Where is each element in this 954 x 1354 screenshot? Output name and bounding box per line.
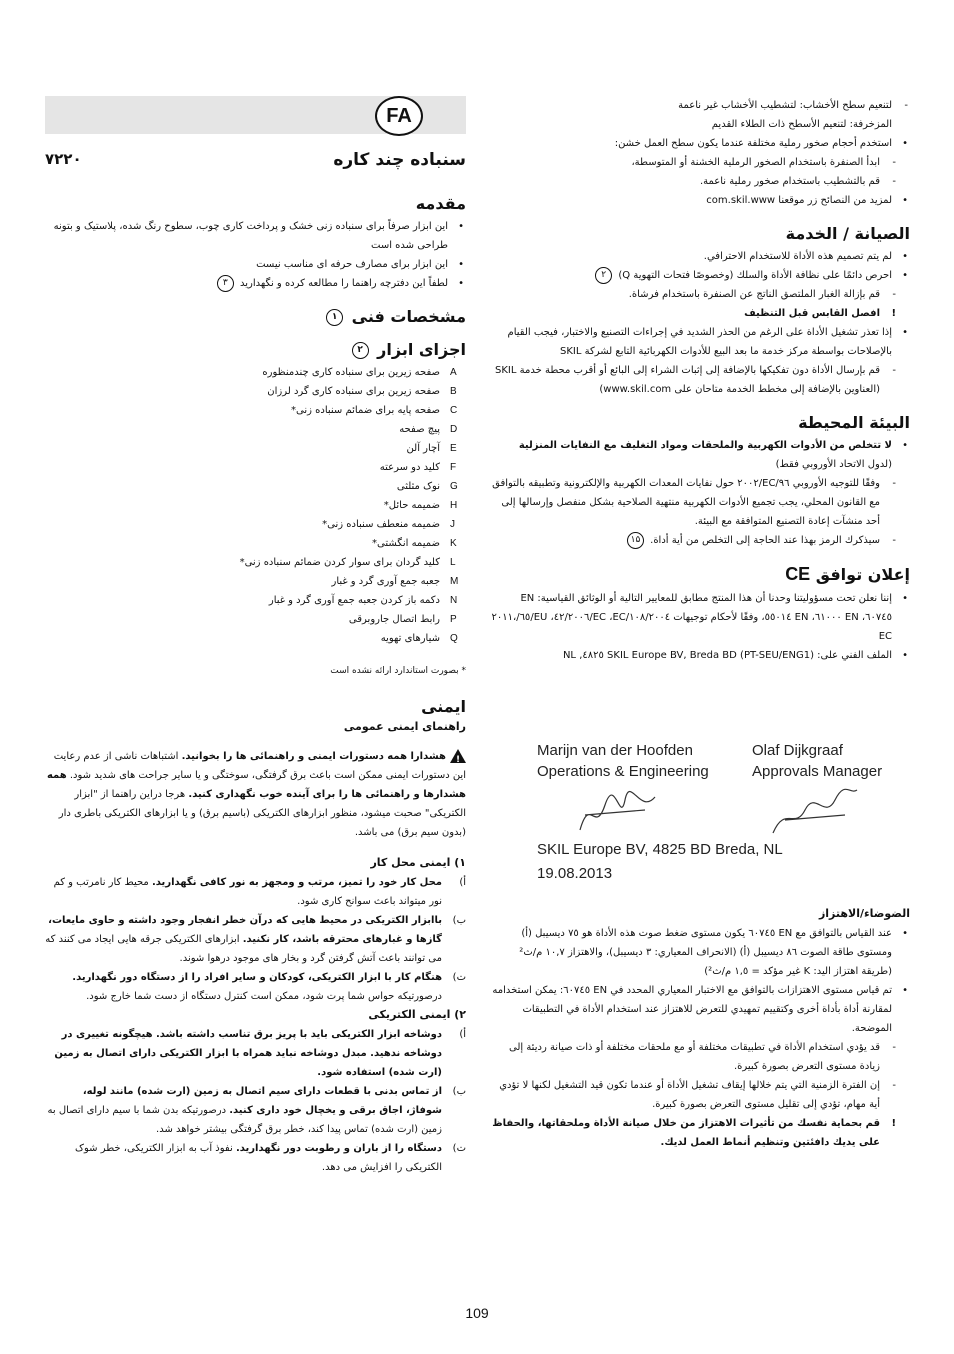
list-item: K ضمیمه انگشتی*	[372, 538, 457, 549]
list-item: P رابط اتصال جاروبرقی	[348, 614, 457, 625]
noise-section	[490, 905, 910, 1152]
list-item: ب) از تماس بدنی با قطعات دارای سیم اتصال به زمین (ارت شده) مانند لوله، شوفاژ، اجاق برقی و یخچال خود داری کنید. درصورتیکه بدن شما با سیم دارای اتصال به زمین (ارت شده) تماس پیدا کند، خطر برق گرفتگی بیشتر خواهد شد.	[47, 1086, 466, 1135]
list-item: D پیچ صفحه	[399, 424, 458, 435]
signature-2	[765, 785, 865, 840]
specs-heading: مشخصات فنی ۱	[45, 307, 466, 326]
list-item: Q شیارهای تهویه	[380, 633, 458, 644]
section-electrical: ۲) ایمنی الکتریکی	[368, 1008, 466, 1021]
list-item: • لا تتخلص من الأدوات الكهربية والملحقات ومواد التغليف مع النفايات المنزلية (لدول الاتحاد الأوروبي فقط)	[518, 440, 908, 470]
warning-icon	[450, 749, 466, 763]
list-item: • إننا نعلن تحت مسؤوليتنا وحدنا أن هذا المنتج مطابق للمعايير التالية أو الوثائق القياسية: EN ٦٠٧٤٥، EN ٦١٠٠٠، EN ٥٥٠١٤، وفقًا لأحكام توجيهات EC/۱۰۸/۲۰۰٤، EC/٤۲/۲۰۰٦، EU/٦٥/۲۰۱۱، EC	[491, 593, 908, 642]
list-item: A صفحه زیرین برای سنباده کاری چندمنظوره	[262, 367, 457, 378]
list-item: • استخدم أحجام صخور رملية مختلفة عندما يكون سطح العمل خشن:	[614, 138, 908, 149]
model-number: ۷۲۲۰	[45, 150, 82, 168]
list-item: أ) محل کار خود را تمیز، مرتب و ومجهز به نور کافی نگهدارید. محیط کار نامرتب و کم نور میتواند باعث سوانح کاری شود.	[53, 877, 466, 907]
intro-item: • لطفاً این دفترچه راهنما را مطالعه کرده و نگهدارید ۳	[45, 274, 466, 293]
parts-footnote: * بصورت استاندارد ارائه نشده است	[330, 666, 466, 676]
list-item: • احرص دائمًا على نظافة الأداة والسلك (وخصوصًا فتحات التهوية Q) ۲	[490, 266, 910, 285]
list-item: F کلید دو سرعته	[379, 462, 457, 473]
title-row	[45, 150, 466, 176]
intro-heading: مقدمه	[415, 194, 466, 213]
signer-role: Operations & Engineering	[537, 763, 709, 780]
signer-name: Marijn van der Hoofden	[537, 742, 693, 759]
ref-circle: ۳	[217, 275, 234, 292]
safety-heading: ایمنی	[421, 697, 466, 716]
company-address: SKIL Europe BV, 4825 BD Breda, NL	[537, 841, 783, 858]
list-item: E آچار آلن	[406, 443, 457, 454]
signer-role: Approvals Manager	[752, 763, 883, 780]
noise-heading: الضوضاء/الاهتزاز	[818, 907, 910, 920]
list-item: • عند القياس بالتوافق مع EN ٦٠٧٤٥ يكون مستوى ضغط صوت هذه الأداة هو ٧٥ ديسيبل (أ) ومستوى طاقة الصوت ٨٦ ديسيبل (أ) (الانحراف المعياري: ٣ ديسيبل)، والاهتزاز ١٠,٧ م/ث² (طريقة اهتزاز اليد: K غير مؤكد = ١,٥ م/ث²)	[519, 928, 908, 977]
list-item: • الملف الفني على: (PT-SEU/ENG1) SKIL Europe BV, Breda BD ٤٨٢٥, NL	[562, 650, 908, 661]
warning-note: ! قم بحماية نفسك من تأثيرات الاهتزاز من خلال صيانة الأداة وملحقاتها، والحفاظ على يديك دافئتين وتنظيم أنماط العمل لديك.	[492, 1118, 896, 1148]
intro-item: • این ابزار صرفاً برای سنباده زنی خشک و پرداخت کاری چوب، سطوح رنگ شده، پلاستیک و بتونه طراحی شده است	[53, 221, 464, 251]
intro-item: • این ابزار برای مصارف حرفه ای مناسب نیست	[256, 259, 464, 270]
signature-date: 19.08.2013	[537, 865, 613, 882]
list-item: أ) دوشاخه ابزار الکتریکی باید با پریز برق تناسب داشته باشد. هیچگونه تغییری در دوشاخه ندهید. مبدل دوشاخه نباید همراه با ابزار الکتریکی دارای اتصال به زمین (ارت شده) استفاده شود.	[54, 1029, 466, 1078]
right-column	[490, 96, 910, 665]
page-number: 109	[465, 1305, 489, 1321]
page-title: سنباده چند کاره	[333, 150, 466, 170]
list-item: B صفحه زیرین برای سنباده کاری گرد لرزان	[267, 386, 457, 397]
signature-1	[575, 785, 665, 840]
list-item: • تم قياس مستوى الاهتزازات بالتوافق مع الاختبار المعياري المحدد في EN ٦٠٧٤٥: يمكن استخدامه لمقارنة أداة بأداة أخرى وكتقييم تمهيدي للتعرض للاهتزاز عند استخدام الأداة في التطبيقات الموضحة.	[492, 985, 908, 1034]
parts-heading: اجزای ابزار ۲	[45, 340, 466, 359]
list-item: J ضمیمه منعطف سنباده زنی*	[322, 519, 455, 530]
list-item: - سيذكرك الرمز بهذا عند الحاجة إلى التخلص من أية أداة. ۱۵	[490, 531, 910, 550]
list-item: L کلید گردان برای سوار کردن ضمائم سنباده زنی*	[239, 557, 456, 568]
safety-warning: !هشدارا همه دستورات ایمنی و راهنمائی ها را بخوانید. اشتباهات ناشی از عدم رعایت این دستورات ایمنی ممکن است باعث برق گرفتگی، سوختگی و یا سایر جراحت های شدید شود. همه هشدارها و راهنمائی ها را برای آینده خوب نگهداری کنید. هرجا دراین راهنما از "ابزار الکتریکی" صحبت میشود، منظور ابزارهای الکتریکی (باسیم برق) و یا ابزارهای الکتریکی باطری دار (بدون سیم برق) می باشد.	[45, 747, 466, 842]
list-item: C صفحه پایه برای ضمائم سنباده زنی*	[291, 405, 458, 416]
list-item: H ضمیمه حائل*	[383, 500, 458, 511]
maintenance-heading: الصيانة / الخدمة	[785, 224, 910, 243]
list-item: • لمزيد من النصائح زر موقعنا com.skil.www	[706, 195, 908, 206]
list-item: - لتنعيم سطح الأخشاب: لتشطيب الأخشاب غير ناعمة المزخرفة: لتنعيم الأسطح ذات الطلاء القديم	[678, 100, 908, 130]
warning-note: ! افصل القابس قبل التنظيف	[744, 308, 896, 319]
list-item: - قم بالتشطيب باستخدام صخور رملية ناعمة.	[699, 176, 896, 187]
parts-list	[45, 363, 466, 648]
list-item: - ابدأ الصنفرة باستخدام الصخور الرملية الخشنة أو المتوسطة،	[631, 157, 896, 168]
signer-name: Olaf Dijkgraaf	[752, 742, 843, 759]
environment-heading: البيئة المحيطة	[798, 413, 910, 432]
list-item: - قد يؤدي استخدام الأداة في تطبيقات مختلفة أو مع ملحقات مختلفة أو ذات صيانة رديئة إلى زيادة مستوى التعرض بصورة كبيرة.	[508, 1042, 896, 1072]
declaration-heading: إعلان توافق CE	[785, 564, 910, 584]
list-item: G نوک مثلثی	[396, 481, 458, 492]
list-item: - وفقًا للتوجيه الأوروبي EC/۹٦/۲۰۰۲ حول نفايات المعدات الكهربية والإلكترونية وتطبيقه بالتوافق مع القانون المحلي، يجب تجميع الأدوات الكهربية منتهية الصلاحية بشكل منفصل وإرسالها إلى أحد منشآت إعادة التصنيع المتوافقة مع البيئة.	[492, 478, 896, 527]
list-item: - قم بإزالة الغبار الملتصق الناتج عن الصنفرة باستخدام فرشاة.	[628, 289, 896, 300]
language-badge: FA	[375, 96, 423, 136]
left-column	[45, 194, 466, 1177]
section-workplace: ۱) ایمنی محل کار	[370, 856, 466, 869]
list-item: N دکمه باز کردن جعبه جمع آوری گرد و غبار	[268, 595, 458, 606]
safety-subheading: راهنمای ایمنی عمومی	[343, 720, 466, 733]
list-item: • إذا تعذر تشغيل الأداة على الرغم من الحذر الشديد في إجراءات التصنيع والاختبار، فيجب القيام بالإصلاحات بواسطة مركز خدمة ما بعد البيع للأدوات الكهربائية التابع لشركة SKIL	[507, 327, 908, 357]
ce-mark: CE	[785, 564, 811, 584]
list-item: ب) باابزار الکتریکی در محیط هایی که درآن خطر انفجار وجود داشته و حاوی مایعات، گازها و غبارهای محترقه باشد، کار نکنید. ابزارهای الکتریکی جرقه هایی ایجاد می کنند که می توانند باعث آتش گرفتن گرد و بخار های موجود درهوا شوند.	[45, 915, 466, 964]
list-item: ت) هنگام کار با ابزار الکتریکی، کودکان و سایر افراد را از دستگاه دور نگهدارید. درصورتیکه حواس شما پرت شود، ممکن است کنترل دستگاه از دست شما خارج شود.	[72, 972, 466, 1002]
list-item: - قم بإرسال الأداة دون تفكيكها بالإضافة إلى إثبات الشراء إلى البائع أو أقرب محطة خدمة SKIL (العناوين بالإضافة إلى مخطط الخدمة متاحان على www.skil.com)	[495, 365, 896, 395]
list-item: • لم يتم تصميم هذه الأداة للاستخدام الاحترافي.	[703, 251, 908, 262]
list-item: M جعبه جمع آوری گرد و غبار	[331, 576, 459, 587]
list-item: ت) دستگاه را از باران و رطوبت دور نگهدارید. نفوذ آب به ابزار الکتریکی، خطر شوک الکتریکی را افزایش می دهد.	[75, 1143, 466, 1173]
list-item: - إن الفترة الزمنية التي يتم خلالها إيقاف تشغيل الأداة أو عندما تكون قيد التشغيل لكنها لا تؤدي أية مهام، تؤدي إلى تقليل مستوى التعرض بصورة كبيرة.	[499, 1080, 896, 1110]
